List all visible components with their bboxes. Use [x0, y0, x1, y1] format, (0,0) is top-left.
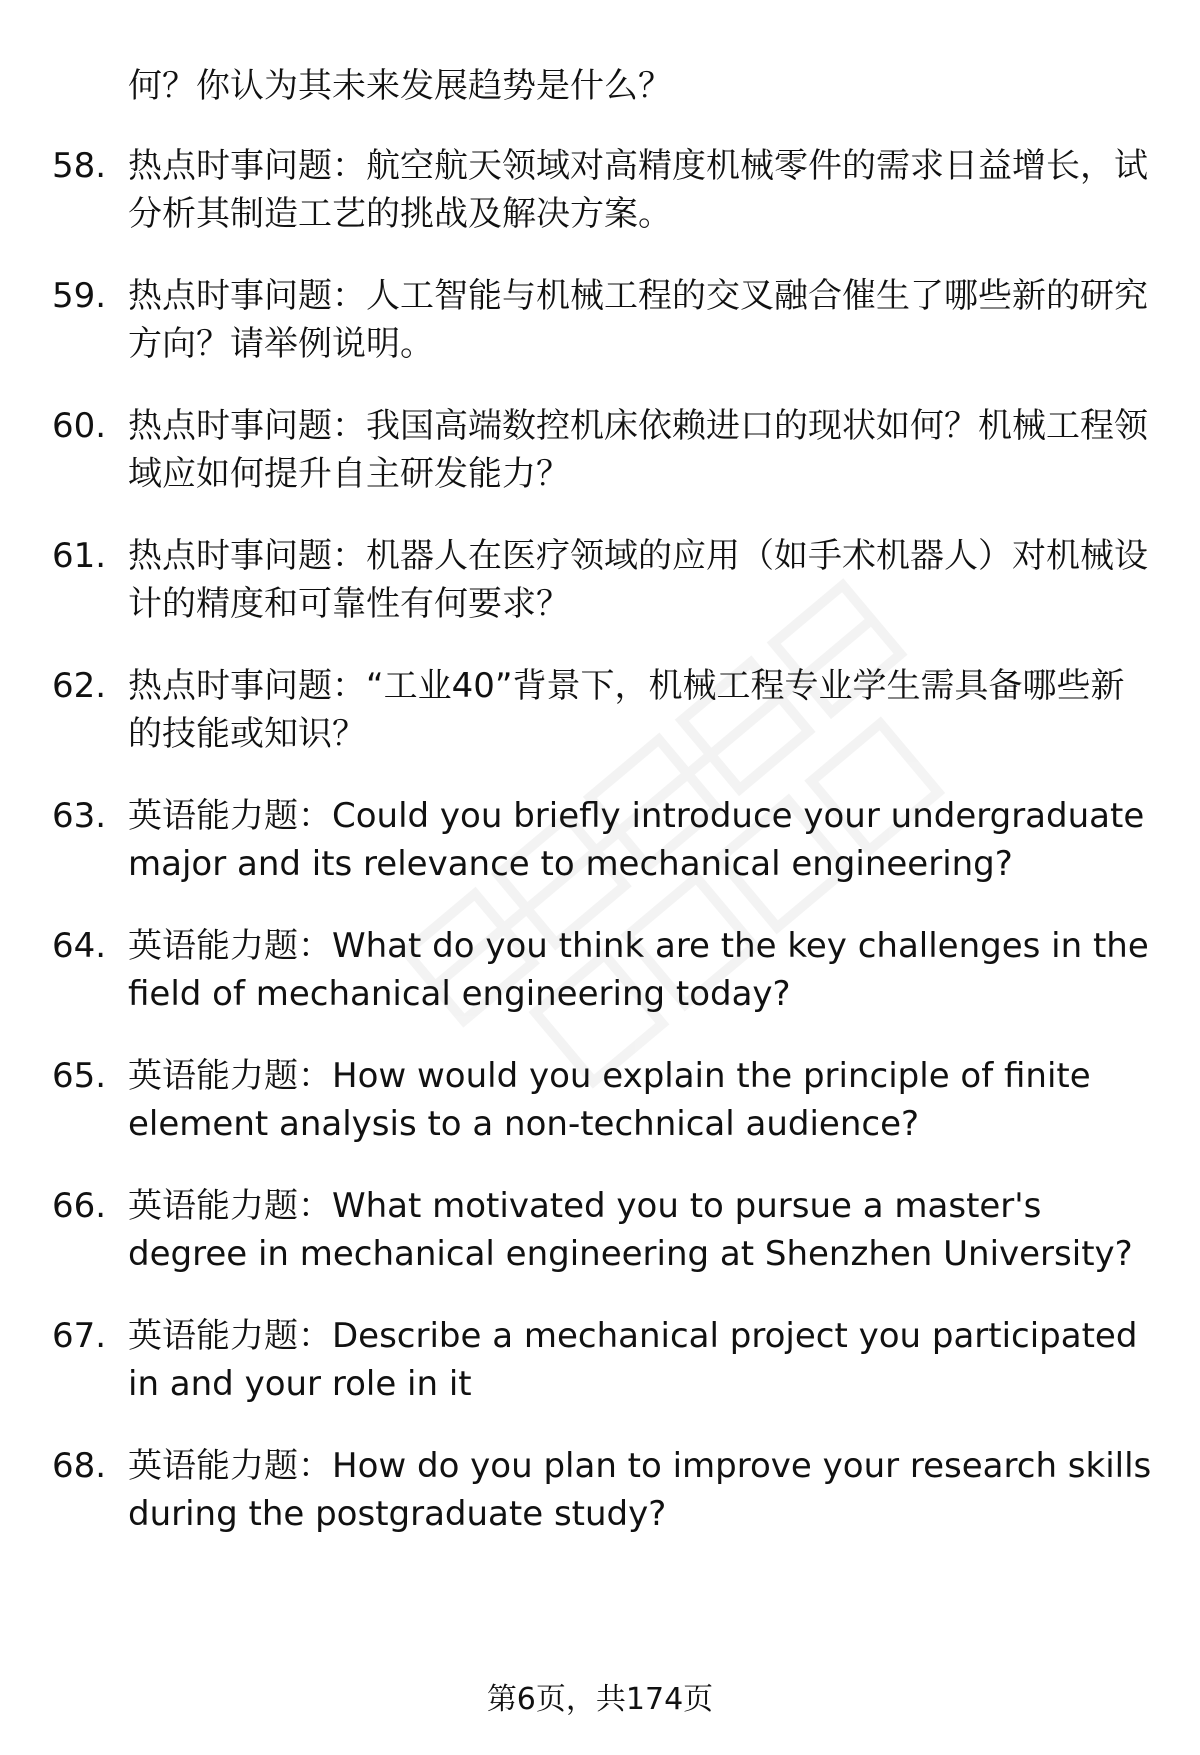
question-text: 热点时事问题：“工业40”背景下，机械工程专业学生需具备哪些新的技能或知识？	[128, 666, 1125, 754]
question-text: 热点时事问题：人工智能与机械工程的交叉融合催生了哪些新的研究方向？请举例说明。	[128, 276, 1148, 364]
continuation-text: 何？你认为其未来发展趋势是什么？	[128, 66, 672, 106]
question-text: 英语能力题：What do you think are the key challenges in the field of mechanical engineering today?	[128, 926, 1149, 1014]
question-text: 英语能力题：What motivated you to pursue a master's degree in mechanical engineering at Shenzhen University?	[128, 1186, 1133, 1274]
question-number: 64.	[52, 926, 107, 966]
question-number: 63.	[52, 796, 107, 836]
page-number-footer: 第6页，共174页	[486, 1682, 714, 1717]
question-text: 英语能力题：Describe a mechanical project you participated in and your role in it	[128, 1316, 1138, 1404]
question-item	[0, 1052, 1200, 1148]
question-item	[0, 1182, 1200, 1278]
question-item	[0, 1442, 1200, 1538]
question-text: 英语能力题：Could you briefly introduce your undergraduate major and its relevance to mechanical engineering?	[128, 796, 1145, 884]
question-item	[0, 922, 1200, 1018]
question-number: 60.	[52, 406, 107, 446]
question-item	[0, 1312, 1200, 1408]
question-number: 61.	[52, 536, 107, 576]
question-item	[0, 792, 1200, 888]
question-number: 68.	[52, 1446, 107, 1486]
question-text: 英语能力题：How would you explain the principle of finite element analysis to a non-technical audience?	[128, 1056, 1091, 1144]
question-item	[0, 272, 1200, 368]
question-item	[0, 142, 1200, 238]
question-number: 65.	[52, 1056, 107, 1096]
question-item	[0, 662, 1200, 758]
question-text: 英语能力题：How do you plan to improve your research skills during the postgraduate study?	[128, 1446, 1152, 1534]
question-number: 58.	[52, 146, 107, 186]
question-number: 62.	[52, 666, 107, 706]
question-list	[0, 142, 1200, 1572]
question-number: 59.	[52, 276, 107, 316]
question-number: 66.	[52, 1186, 107, 1226]
question-number: 67.	[52, 1316, 107, 1356]
question-item	[0, 402, 1200, 498]
question-text: 热点时事问题：机器人在医疗领域的应用（如手术机器人）对机械设计的精度和可靠性有何要求？	[128, 536, 1148, 624]
question-text: 热点时事问题：我国高端数控机床依赖进口的现状如何？机械工程领域应如何提升自主研发能力？	[128, 406, 1148, 494]
question-item	[0, 532, 1200, 628]
question-text: 热点时事问题：航空航天领域对高精度机械零件的需求日益增长，试分析其制造工艺的挑战及解决方案。	[128, 146, 1148, 234]
